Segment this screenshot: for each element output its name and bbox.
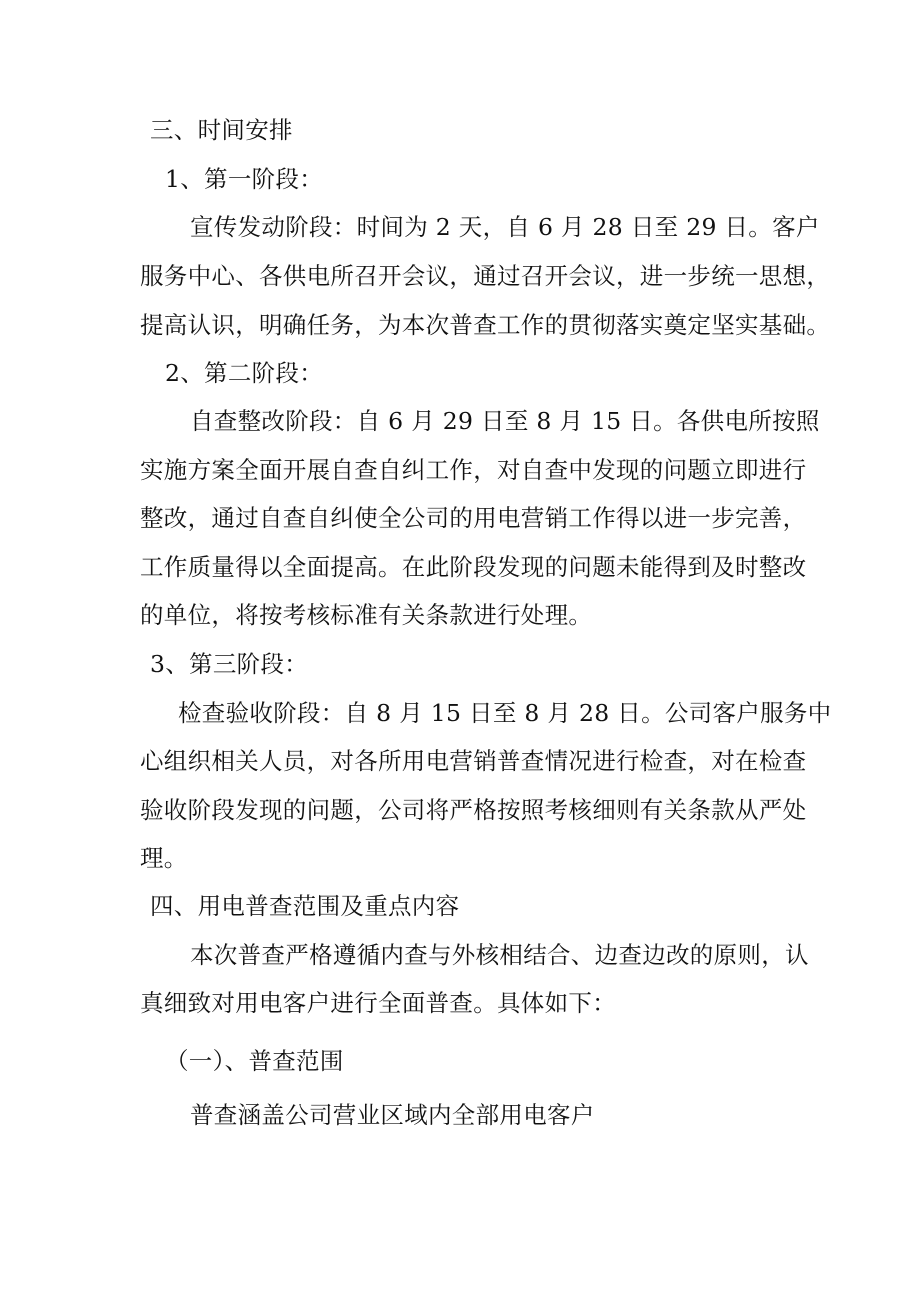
stage-2-line-1: 自查整改阶段：自 6 月 29 日至 8 月 15 日。各供电所按照	[190, 407, 820, 435]
section-4-intro-line-2: 真细致对用电客户进行全面普查。具体如下：	[140, 989, 616, 1017]
stage-3-line-2: 心组织相关人员，对各所用电营销普查情况进行检查，对在检查	[140, 747, 807, 775]
stage-3-title: 3、第三阶段：	[150, 650, 309, 678]
stage-3-line-3: 验收阶段发现的问题，公司将严格按照考核细则有关条款从严处	[140, 796, 807, 824]
section-4-heading: 四、用电普查范围及重点内容	[150, 892, 460, 920]
stage-2-line-5: 的单位，将按考核标准有关条款进行处理。	[140, 601, 593, 629]
section-4-intro-line-1: 本次普查严格遵循内查与外核相结合、边查边改的原则，认	[190, 941, 809, 969]
section-3-heading: 三、时间安排	[150, 116, 293, 144]
stage-2-line-2: 实施方案全面开展自查自纠工作，对自查中发现的问题立即进行	[140, 456, 807, 484]
stage-1-title: 1、第一阶段：	[165, 165, 324, 193]
stage-3-line-1: 检查验收阶段：自 8 月 15 日至 8 月 28 日。公司客户服务中	[178, 699, 832, 727]
stage-1-line-2: 服务中心、各供电所召开会议，通过召开会议，进一步统一思想，	[140, 262, 831, 290]
stage-2-line-4: 工作质量得以全面提高。在此阶段发现的问题未能得到及时整改	[140, 553, 807, 581]
subsection-1-text: 普查涵盖公司营业区域内全部用电客户	[190, 1101, 595, 1129]
stage-1-line-3: 提高认识，明确任务，为本次普查工作的贯彻落实奠定坚实基础。	[140, 311, 831, 339]
stage-2-title: 2、第二阶段：	[165, 359, 324, 387]
subsection-1-title: （一）、普查范围	[165, 1047, 344, 1075]
stage-2-line-3: 整改，通过自查自纠使全公司的用电营销工作得以进一步完善，	[140, 504, 807, 532]
stage-1-line-1: 宣传发动阶段：时间为 2 天，自 6 月 28 日至 29 日。客户	[190, 213, 820, 241]
stage-3-line-4: 理。	[140, 844, 188, 872]
